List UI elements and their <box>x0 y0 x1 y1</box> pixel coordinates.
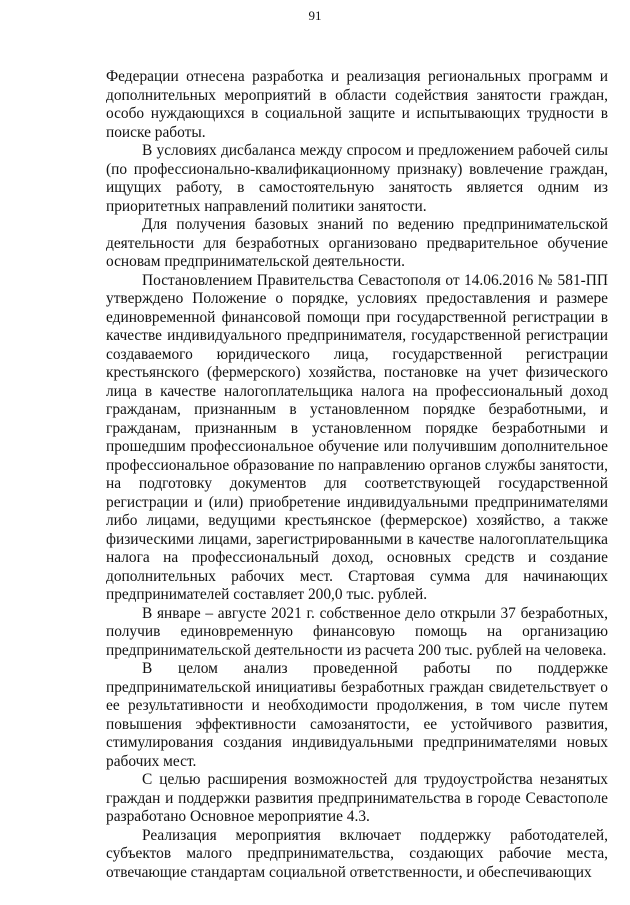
paragraph-5: В январе – августе 2021 г. собственное дело открыли 37 безработных, получив единовременную финансовую помощь на организацию предпринимательской деятельности из расчета 200 тыс. рублей на человека. <box>106 604 608 659</box>
paragraph-4: Постановлением Правительства Севастополя от 14.06.2016 № 581-ПП утверждено Положение о порядке, условиях предоставления и размере единовременной финансовой помощи при государственной регистрации в качестве индивидуального предпринимателя, государственной регистрации создаваемого юридического лица, государственной регистрации крестьянского (фермерского) хозяйства, постановке на учет физического лица в качестве налогоплательщика налога на профессиональный доход гражданам, признанным в установленном порядке безработными, и гражданам, признанным в установленном порядке безработными и прошедшим профессиональное обучение или получившим дополнительное профессиональное образование по направлению органов службы занятости, на подготовку документов для соответствующей государственной регистрации и (или) приобретение индивидуальными предпринимателями либо лицами, ведущими крестьянское (фермерское) хозяйство, а также физическими лицами, зарегистрированными в качестве налогоплательщика налога на профессиональный доход, основных средств и создание дополнительных рабочих мест. Стартовая сумма для начинающих предпринимателей составляет 200,0 тыс. рублей. <box>106 271 608 603</box>
paragraph-3: Для получения базовых знаний по ведению предпринимательской деятельности для безработных организовано предварительное обучение основам предпринимательской деятельности. <box>106 216 608 270</box>
paragraph-7: С целью расширения возможностей для трудоустройства незанятых граждан и поддержки развития предпринимательства в городе Севастополе разработано Основное мероприятие 4.3. <box>106 771 608 825</box>
paragraph-8: Реализация мероприятия включает поддержку работодателей, субъектов малого предпринимательства, создающих рабочие места, отвечающие стандартам социальной ответственности, и обеспечивающих <box>106 826 608 881</box>
paragraph-1: Федерации отнесена разработка и реализация региональных программ и дополнительных мероприятий в области содействия занятости граждан, особо нуждающихся в социальной защите и испытывающих трудности в поиске работы. <box>106 68 608 141</box>
paragraph-2: В условиях дисбаланса между спросом и предложением рабочей силы (по профессионально-квалификационному признаку) вовлечение граждан, ищущих работу, в самостоятельную занятость является одним из приоритетных направлений политики занятости. <box>106 142 608 215</box>
page-number: 91 <box>308 8 322 23</box>
document-body <box>106 68 608 882</box>
paragraph-6: В целом анализ проведенной работы по поддержке предпринимательской инициативы безработных граждан свидетельствует о ее результативности и необходимости продолжения, в том числе путем повышения эффективности самозанятости, ее устойчивого развития, стимулирования создания индивидуальными предпринимателями новых рабочих мест. <box>106 660 608 770</box>
